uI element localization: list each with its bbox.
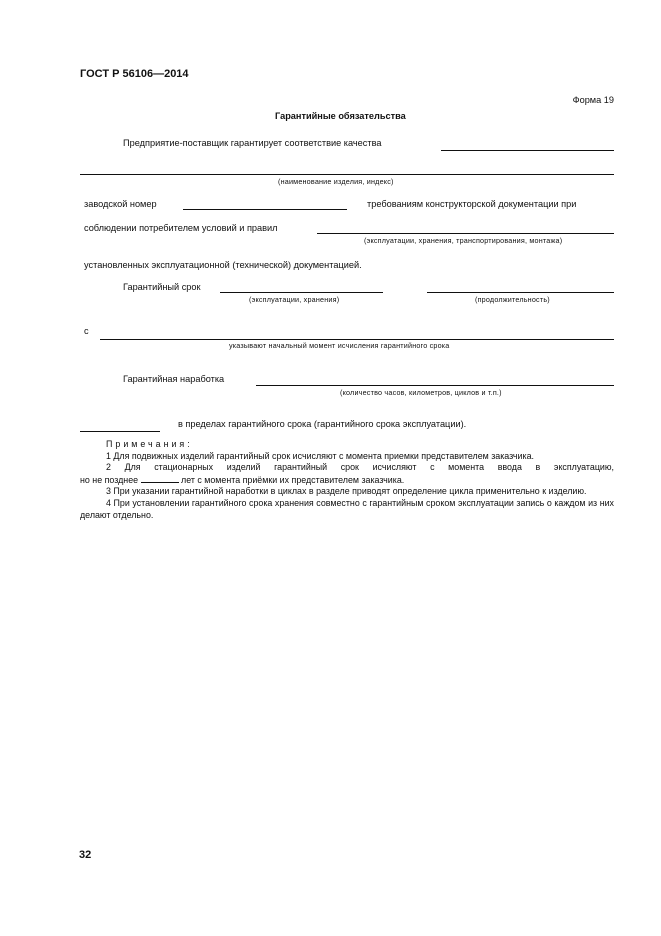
caption-duration: (продолжительность) [475,295,550,304]
runtime-value-line[interactable] [80,431,160,432]
factory-number-label: заводской номер [84,199,157,209]
factory-number-line[interactable] [183,209,347,210]
start-moment-line[interactable] [100,339,614,340]
product-name-line[interactable] [80,174,614,175]
note-2-post: лет с момента приёмки их представителем заказчика. [181,474,405,485]
years-blank-line[interactable] [141,474,179,483]
form-title: Гарантийные обязательства [275,111,406,121]
caption-product-name: (наименование изделия, индекс) [278,177,394,186]
caption-units: (количество часов, километров, циклов и т.п.) [340,388,502,397]
page-number: 32 [79,849,92,861]
conditions-line[interactable] [317,233,614,234]
quality-field-line[interactable] [441,150,614,151]
notes-title: Примечания: [106,439,193,449]
intro-text: Предприятие-поставщик гарантирует соответствие качества [123,138,382,148]
operation-storage-line[interactable] [220,292,383,293]
note-2-line-2 [80,474,614,487]
compliance-text: соблюдении потребителем условий и правил [84,223,278,233]
note-2-pre: но не позднее [80,474,139,485]
within-period-text: в пределах гарантийного срока (гарантийного срока эксплуатации). [178,419,467,429]
warranty-runtime-label: Гарантийная наработка [123,374,225,384]
form-number-label: Форма 19 [572,95,614,105]
from-label: с [84,326,89,336]
duration-line[interactable] [427,292,614,293]
note-4: 4 При установлении гарантийного срока хранения совместно с гарантийным сроком эксплуатации запись о каждом из них делают отдельно. [80,497,614,520]
established-text: установленных эксплуатационной (технической) документацией. [84,260,362,270]
note-1: 1 Для подвижных изделий гарантийный срок исчисляют с момента приемки представителем заказчика. [106,450,534,461]
runtime-line[interactable] [256,385,614,386]
caption-operation-storage: (эксплуатации, хранения) [249,295,340,304]
notes-block [80,439,614,521]
caption-start-moment: указывают начальный момент исчисления гарантийного срока [229,341,450,350]
requirements-text: требованиям конструкторской документации при [367,199,577,209]
warranty-period-label: Гарантийный срок [123,282,201,292]
document-standard-number: ГОСТ Р 56106—2014 [80,68,189,80]
caption-conditions: (эксплуатации, хранения, транспортирования, монтажа) [364,236,563,245]
note-3: 3 При указании гарантийной наработки в циклах в разделе приводят определение цикла применительно к изделию. [106,486,587,497]
note-2-line-1: 2 Для стационарных изделий гарантийный срок исчисляют с момента ввода в эксплуатацию, [106,462,614,473]
